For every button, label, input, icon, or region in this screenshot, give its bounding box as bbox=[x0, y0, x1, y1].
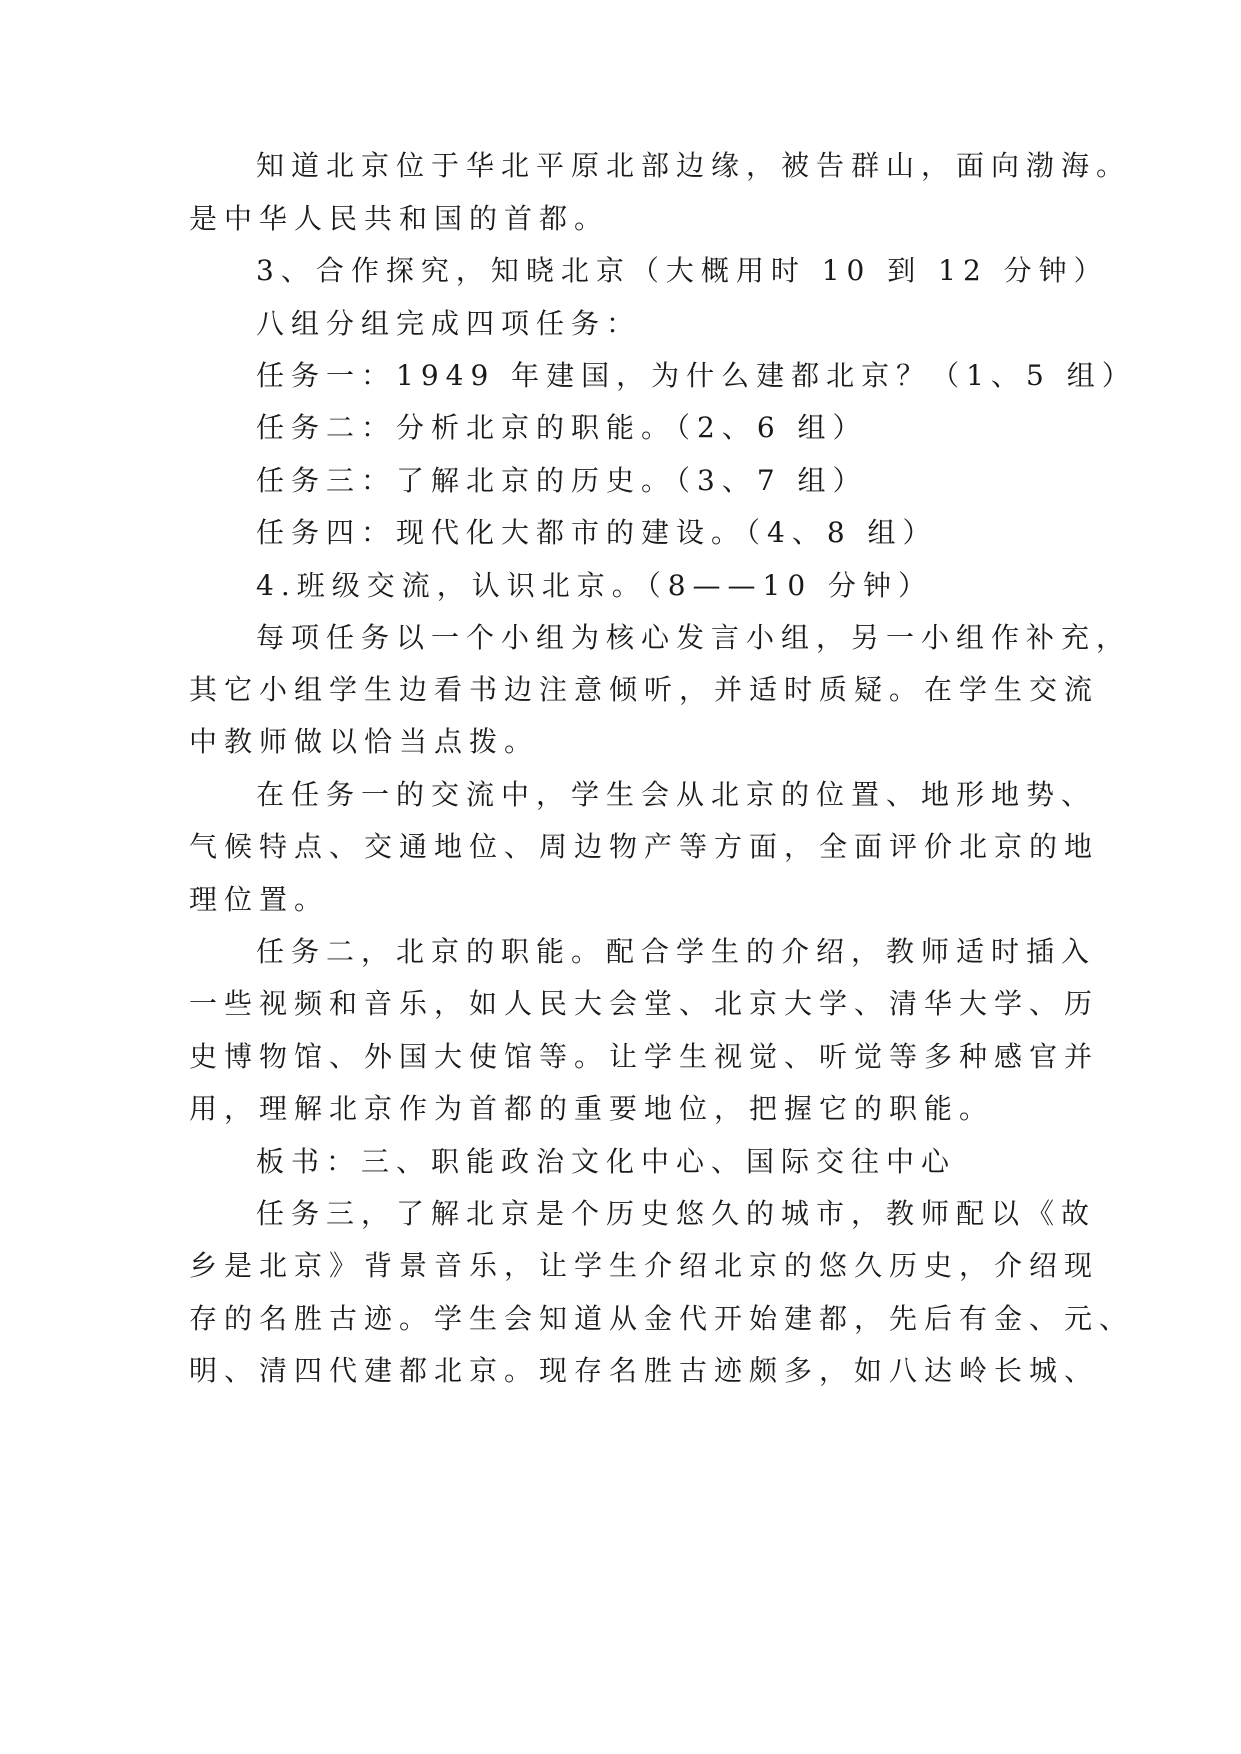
text-line: 知道北京位于华北平原北部边缘，被告群山，面向渤海。 bbox=[256, 149, 1132, 182]
text-line: 任务二：分析北京的职能。（2、6 组） bbox=[256, 411, 868, 444]
text-line: 一些视频和音乐，如人民大会堂、北京大学、清华大学、历 bbox=[189, 987, 1100, 1020]
text-line: 用，理解北京作为首都的重要地位，把握它的职能。 bbox=[189, 1092, 995, 1125]
text-line: 八组分组完成四项任务： bbox=[256, 307, 642, 340]
text-line: 任务一：1949 年建国，为什么建都北京？（1、5 组） bbox=[256, 359, 1137, 392]
text-line: 板书：三、职能政治文化中心、国际交往中心 bbox=[256, 1145, 957, 1178]
text-line: 理位置。 bbox=[189, 883, 330, 916]
text-line: 中教师做以恰当点拨。 bbox=[189, 725, 540, 758]
text-line: 在任务一的交流中，学生会从北京的位置、地形地势、 bbox=[256, 778, 1097, 811]
text-line: 任务三：了解北京的历史。（3、7 组） bbox=[256, 464, 868, 497]
text-line: 3、合作探究，知晓北京（大概用时 10 到 12 分钟） bbox=[256, 254, 1109, 287]
text-line: 明、清四代建都北京。现存名胜古迹颇多，如八达岭长城、 bbox=[189, 1354, 1100, 1387]
text-line: 4.班级交流，认识北京。（8——10 分钟） bbox=[256, 569, 934, 602]
text-line: 任务三，了解北京是个历史悠久的城市，教师配以《故 bbox=[256, 1197, 1097, 1230]
text-line: 任务四：现代化大都市的建设。（4、8 组） bbox=[256, 516, 938, 549]
text-line: 史博物馆、外国大使馆等。让学生视觉、听觉等多种感官并 bbox=[189, 1040, 1100, 1073]
text-line: 是中华人民共和国的首都。 bbox=[189, 202, 610, 235]
text-line: 存的名胜古迹。学生会知道从金代开始建都，先后有金、元、 bbox=[189, 1302, 1135, 1335]
text-line: 其它小组学生边看书边注意倾听，并适时质疑。在学生交流 bbox=[189, 673, 1100, 706]
text-line: 每项任务以一个小组为核心发言小组，另一小组作补充， bbox=[256, 621, 1132, 654]
text-line: 任务二，北京的职能。配合学生的介绍，教师适时插入 bbox=[256, 935, 1097, 968]
text-line: 气候特点、交通地位、周边物产等方面，全面评价北京的地 bbox=[189, 830, 1100, 863]
text-line: 乡是北京》背景音乐，让学生介绍北京的悠久历史，介绍现 bbox=[189, 1249, 1100, 1282]
